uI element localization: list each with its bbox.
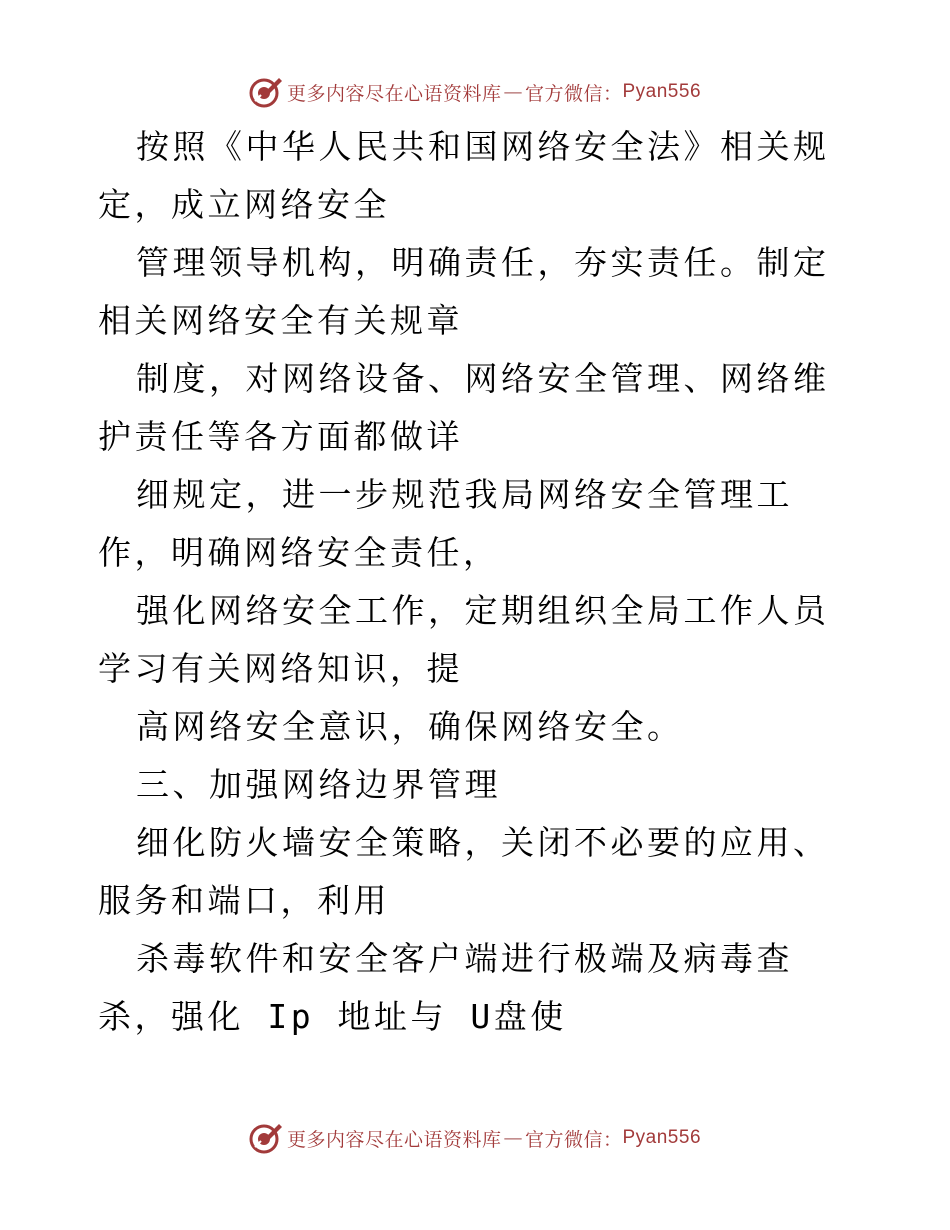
header-wechat-id: Pyan556	[622, 81, 702, 102]
header-wechat-label: 官方微信：	[524, 82, 623, 105]
header-dash: —	[503, 81, 523, 103]
paragraph-3: 制度，对网络设备、网络安全管理、网络维护责任等各方面都做详	[98, 359, 830, 456]
paragraph-5: 强化网络安全工作，定期组织全局工作人员学习有关网络知识，提	[98, 591, 830, 688]
section-heading: 三、加强网络边界管理	[136, 765, 501, 804]
paragraph-6: 高网络安全意识，确保网络安全。	[136, 707, 684, 746]
header-banner	[0, 70, 950, 114]
footer-site-text: 更多内容尽在心语资料库	[286, 1128, 502, 1151]
paragraph-2: 管理领导机构，明确责任，夯实责任。制定相关网络安全有关规章	[98, 243, 830, 340]
pen-logo-icon	[249, 75, 283, 109]
pen-logo-icon	[249, 1121, 283, 1155]
footer-wechat-label: 官方微信：	[524, 1128, 623, 1151]
paragraph-8: 杀毒软件和安全客户端进行极端及病毒查杀，强化 Ip 地址与 U盘使	[98, 939, 793, 1036]
paragraph-7: 细化防火墙安全策略，关闭不必要的应用、服务和端口，利用	[98, 823, 830, 920]
footer-banner	[0, 1116, 950, 1160]
header-site-text: 更多内容尽在心语资料库	[286, 82, 502, 105]
footer-wechat-id: Pyan556	[622, 1127, 702, 1148]
paragraph-4: 细规定，进一步规范我局网络安全管理工作，明确网络安全责任，	[98, 475, 793, 572]
paragraph-1: 按照《中华人民共和国网络安全法》相关规定，成立网络安全	[98, 127, 830, 224]
footer-dash: —	[503, 1127, 523, 1149]
document-body	[98, 118, 858, 1046]
